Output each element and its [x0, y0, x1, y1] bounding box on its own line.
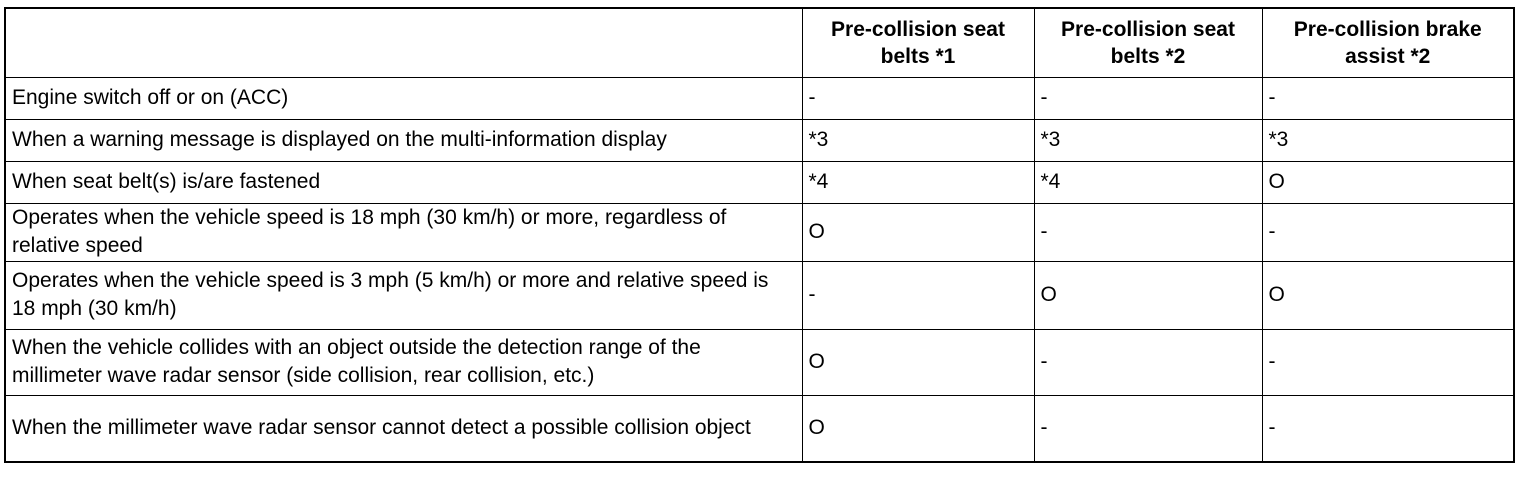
table-header-row	[5, 8, 1514, 77]
value-cell: O	[802, 395, 1034, 462]
value-cell: O	[1034, 261, 1262, 329]
value-cell: O	[1262, 161, 1514, 203]
value-cell: -	[1034, 329, 1262, 395]
operation-conditions-table	[4, 7, 1515, 463]
value-cell: *4	[802, 161, 1034, 203]
value-cell: -	[1034, 77, 1262, 119]
condition-cell: When a warning message is displayed on the multi-information display	[5, 119, 802, 161]
value-cell: *3	[1034, 119, 1262, 161]
condition-cell: When the millimeter wave radar sensor cannot detect a possible collision object	[5, 395, 802, 462]
value-cell: -	[1034, 203, 1262, 261]
table-row	[5, 203, 1514, 261]
value-cell: O	[802, 203, 1034, 261]
condition-cell: Engine switch off or on (ACC)	[5, 77, 802, 119]
value-cell: -	[1262, 203, 1514, 261]
value-cell: *3	[802, 119, 1034, 161]
table-row	[5, 119, 1514, 161]
header-corner-cell	[5, 8, 802, 77]
value-cell: -	[1262, 329, 1514, 395]
value-cell: -	[1262, 77, 1514, 119]
condition-cell: Operates when the vehicle speed is 3 mph (5 km/h) or more and relative speed is 18 mph (30 km/h)	[5, 261, 802, 329]
table-row	[5, 329, 1514, 395]
table-row	[5, 261, 1514, 329]
table-row	[5, 161, 1514, 203]
value-cell: *4	[1034, 161, 1262, 203]
value-cell: O	[1262, 261, 1514, 329]
header-pre-collision-brake-assist-2: Pre-collision brake assist *2	[1262, 8, 1514, 77]
value-cell: -	[1262, 395, 1514, 462]
value-cell: *3	[1262, 119, 1514, 161]
value-cell: -	[1034, 395, 1262, 462]
condition-cell: Operates when the vehicle speed is 18 mph (30 km/h) or more, regardless of relative speed	[5, 203, 802, 261]
header-pre-collision-seat-belts-2: Pre-collision seat belts *2	[1034, 8, 1262, 77]
table-row	[5, 395, 1514, 462]
header-pre-collision-seat-belts-1: Pre-collision seat belts *1	[802, 8, 1034, 77]
condition-cell: When the vehicle collides with an object outside the detection range of the millimeter wave radar sensor (side collision, rear collision, etc.)	[5, 329, 802, 395]
condition-cell: When seat belt(s) is/are fastened	[5, 161, 802, 203]
table-row	[5, 77, 1514, 119]
value-cell: -	[802, 77, 1034, 119]
value-cell: O	[802, 329, 1034, 395]
value-cell: -	[802, 261, 1034, 329]
